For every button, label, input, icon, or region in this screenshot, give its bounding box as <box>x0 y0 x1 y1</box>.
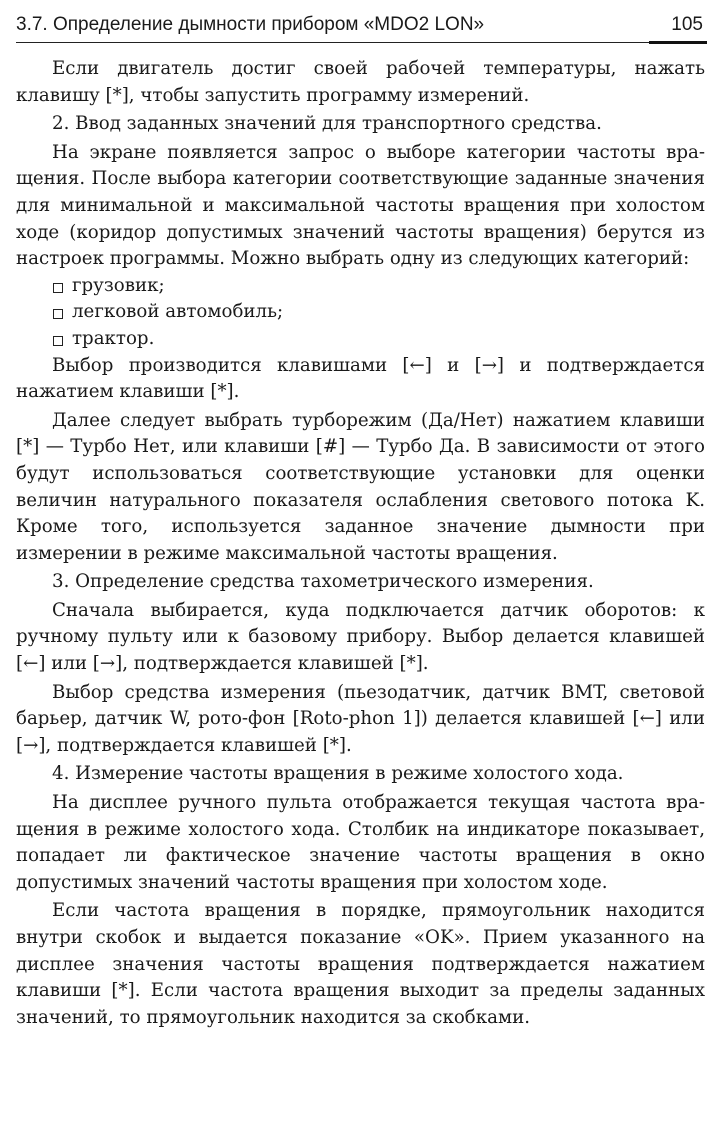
header-rule <box>16 42 707 43</box>
section-heading: 2. Ввод заданных значений для транспортного средства. <box>52 113 602 135</box>
paragraph: На экране появляется запрос о выборе категории частоты вращения. После выбора категории соответствующие заданные значения для минимальной и максимальной частоты вращения при холостом ходе (коридор допустимых значений частоты вращения) берутся из настроек программы. Можно выбрать одну из следующих категорий: <box>16 141 705 270</box>
paragraph: Далее следует выбрать турборежим (Да/Нет) нажатием клавиши [*] — Турбо Нет, или клавиши [#] — Турбо Да. В зависимости от этого будут использоваться соответствующие установки для оценки величин натурального показателя ослабления светового потока K. Кроме того, используется заданное значение дымности при измерении в режиме максимальной частоты вращения. <box>16 409 705 564</box>
list-item-text: грузовик; <box>72 274 165 296</box>
category-list <box>16 273 705 353</box>
page-header <box>16 12 707 42</box>
header-rule-accent <box>649 41 707 44</box>
list-item <box>16 273 705 300</box>
list-item <box>16 299 705 326</box>
paragraph: Выбор производится клавишами [←] и [→] и подтверждается нажатием клавиши [*]. <box>16 354 705 403</box>
list-item-text: легковой автомобиль; <box>72 301 284 323</box>
checkbox-bullet-icon <box>53 336 63 346</box>
paragraph: Выбор средства измерения (пьезодатчик, датчик BMT, световой барьер, датчик W, рото-фон [Roto-phon 1]) делается клавишей [←] или [→], подтверждается клавишей [*]. <box>16 681 705 756</box>
paragraph: На дисплее ручного пульта отображается текущая частота вращения в режиме холостого хода. Столбик на индикаторе показывает, попадает ли фактическое значение частоты вращения в окно допустимых значений частоты вращения при холостом ходе. <box>16 792 705 893</box>
running-head: 3.7. Определение дымности прибором «MDO2 LON» <box>16 14 485 35</box>
checkbox-bullet-icon <box>53 309 63 319</box>
page-number: 105 <box>671 14 703 35</box>
paragraph: Сначала выбирается, куда подключается датчик оборотов: к ручному пульту или к базовому прибору. Выбор делается клавишей [←] или [→], подтверждается клавишей [*]. <box>16 599 705 675</box>
list-item <box>16 326 705 353</box>
page-body <box>16 56 705 1031</box>
section-heading: 3. Определение средства тахометрического измерения. <box>52 571 594 593</box>
list-item-text: трактор. <box>72 327 155 349</box>
paragraph: Если двигатель достиг своей рабочей температуры, нажать клавишу [*], чтобы запустить программу измерений. <box>16 58 705 106</box>
checkbox-bullet-icon <box>53 283 63 293</box>
paragraph: Если частота вращения в порядке, прямоугольник находится внутри скобок и выдается показание «OK». Прием указанного на дисплее значения частоты вращения подтверждается нажатием клавиши [*]. Если частота вращения выходит за пределы заданных значений, то прямоугольник находится за скобками. <box>16 900 705 1028</box>
section-heading: 4. Измерение частоты вращения в режиме холостого хода. <box>52 763 624 785</box>
